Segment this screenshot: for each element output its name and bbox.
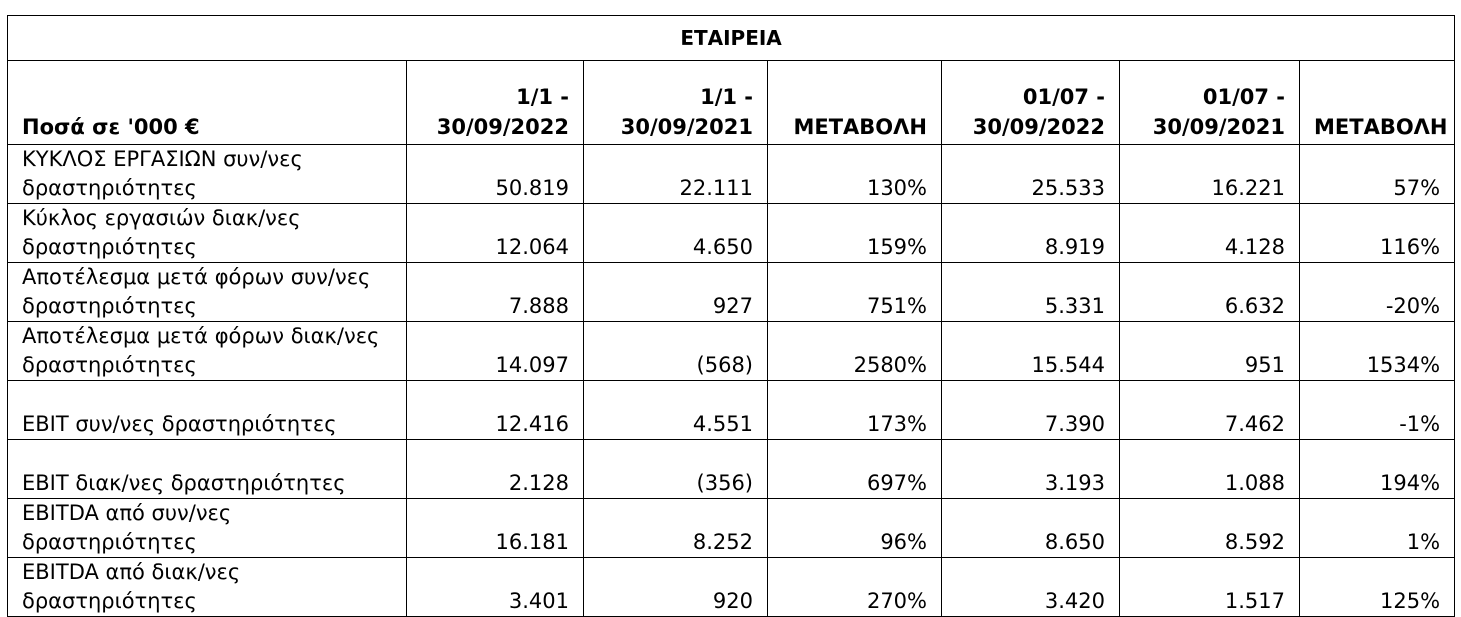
row-label-line: EBIT συν/νες δραστηριότητες	[22, 412, 337, 436]
header-period-4: 01/07 - 30/09/2021	[1120, 61, 1300, 145]
header-period-2: 1/1 - 30/09/2021	[584, 61, 768, 145]
row-value: 125%	[1300, 558, 1455, 617]
row-value: 14.097	[407, 322, 584, 381]
row-value: 57%	[1300, 145, 1455, 204]
row-value: (356)	[584, 440, 768, 499]
row-value: 16.221	[1120, 145, 1300, 204]
row-label-line: δραστηριότητες	[22, 294, 197, 318]
row-value: 697%	[768, 440, 942, 499]
row-value: 7.888	[407, 263, 584, 322]
table-row	[8, 145, 1455, 204]
row-value: 22.111	[584, 145, 768, 204]
header-row	[8, 61, 1455, 145]
row-label	[8, 381, 407, 440]
table-row	[8, 381, 1455, 440]
row-value: 8.650	[942, 499, 1120, 558]
row-value: (568)	[584, 322, 768, 381]
row-value: 7.462	[1120, 381, 1300, 440]
row-value: 16.181	[407, 499, 584, 558]
row-value: 50.819	[407, 145, 584, 204]
row-value: 2.128	[407, 440, 584, 499]
table-row	[8, 499, 1455, 558]
row-value: 1.088	[1120, 440, 1300, 499]
row-label-line: Αποτέλεσμα μετά φόρων συν/νες	[22, 265, 371, 289]
row-value: 8.252	[584, 499, 768, 558]
row-value: 927	[584, 263, 768, 322]
row-value: -1%	[1300, 381, 1455, 440]
header-change-1: ΜΕΤΑΒΟΛΗ	[768, 61, 942, 145]
row-value: 130%	[768, 145, 942, 204]
row-value: 8.592	[1120, 499, 1300, 558]
row-value: 4.650	[584, 204, 768, 263]
row-value: 173%	[768, 381, 942, 440]
amounts-unit-header: Ποσά σε '000 €	[8, 61, 407, 145]
row-label	[8, 322, 407, 381]
row-value: 8.919	[942, 204, 1120, 263]
row-label-line: δραστηριότητες	[22, 530, 197, 554]
row-label	[8, 145, 407, 204]
row-label-line: δραστηριότητες	[22, 353, 197, 377]
row-label	[8, 440, 407, 499]
row-value: 951	[1120, 322, 1300, 381]
row-value: 12.416	[407, 381, 584, 440]
row-label	[8, 263, 407, 322]
table-row	[8, 322, 1455, 381]
row-label-line: EBITDA από διακ/νες	[22, 560, 241, 584]
row-value: 3.420	[942, 558, 1120, 617]
row-label-line: Κύκλος εργασιών διακ/νες	[22, 206, 301, 230]
table-title: ΕΤΑΙΡΕΙΑ	[8, 16, 1455, 61]
row-value: 15.544	[942, 322, 1120, 381]
table-row	[8, 263, 1455, 322]
row-label	[8, 499, 407, 558]
row-value: 3.401	[407, 558, 584, 617]
financial-table	[7, 15, 1455, 617]
row-label	[8, 204, 407, 263]
row-value: 7.390	[942, 381, 1120, 440]
row-value: 25.533	[942, 145, 1120, 204]
row-label-line: EBIT διακ/νες δραστηριότητες	[22, 471, 346, 495]
row-value: 2580%	[768, 322, 942, 381]
row-label-line: Αποτέλεσμα μετά φόρων διακ/νες	[22, 324, 380, 348]
row-value: 920	[584, 558, 768, 617]
header-period-3: 01/07 - 30/09/2022	[942, 61, 1120, 145]
row-value: 751%	[768, 263, 942, 322]
row-label-line: EBITDA από συν/νες	[22, 501, 232, 525]
row-value: 1534%	[1300, 322, 1455, 381]
row-value: 159%	[768, 204, 942, 263]
row-value: 12.064	[407, 204, 584, 263]
row-value: 1.517	[1120, 558, 1300, 617]
row-label-line: ΚΥΚΛΟΣ ΕΡΓΑΣΙΩΝ συν/νες	[22, 147, 303, 171]
row-value: 1%	[1300, 499, 1455, 558]
row-label-line: δραστηριότητες	[22, 589, 197, 613]
row-label	[8, 558, 407, 617]
header-change-2: ΜΕΤΑΒΟΛΗ	[1300, 61, 1455, 145]
row-value: 3.193	[942, 440, 1120, 499]
row-value: 194%	[1300, 440, 1455, 499]
row-value: 4.551	[584, 381, 768, 440]
row-label-line: δραστηριότητες	[22, 176, 197, 200]
row-value: 4.128	[1120, 204, 1300, 263]
table-row	[8, 440, 1455, 499]
row-value: -20%	[1300, 263, 1455, 322]
table-row	[8, 558, 1455, 617]
row-value: 270%	[768, 558, 942, 617]
row-value: 5.331	[942, 263, 1120, 322]
row-value: 96%	[768, 499, 942, 558]
row-value: 116%	[1300, 204, 1455, 263]
row-label-line: δραστηριότητες	[22, 235, 197, 259]
header-period-1: 1/1 - 30/09/2022	[407, 61, 584, 145]
row-value: 6.632	[1120, 263, 1300, 322]
table-row	[8, 204, 1455, 263]
